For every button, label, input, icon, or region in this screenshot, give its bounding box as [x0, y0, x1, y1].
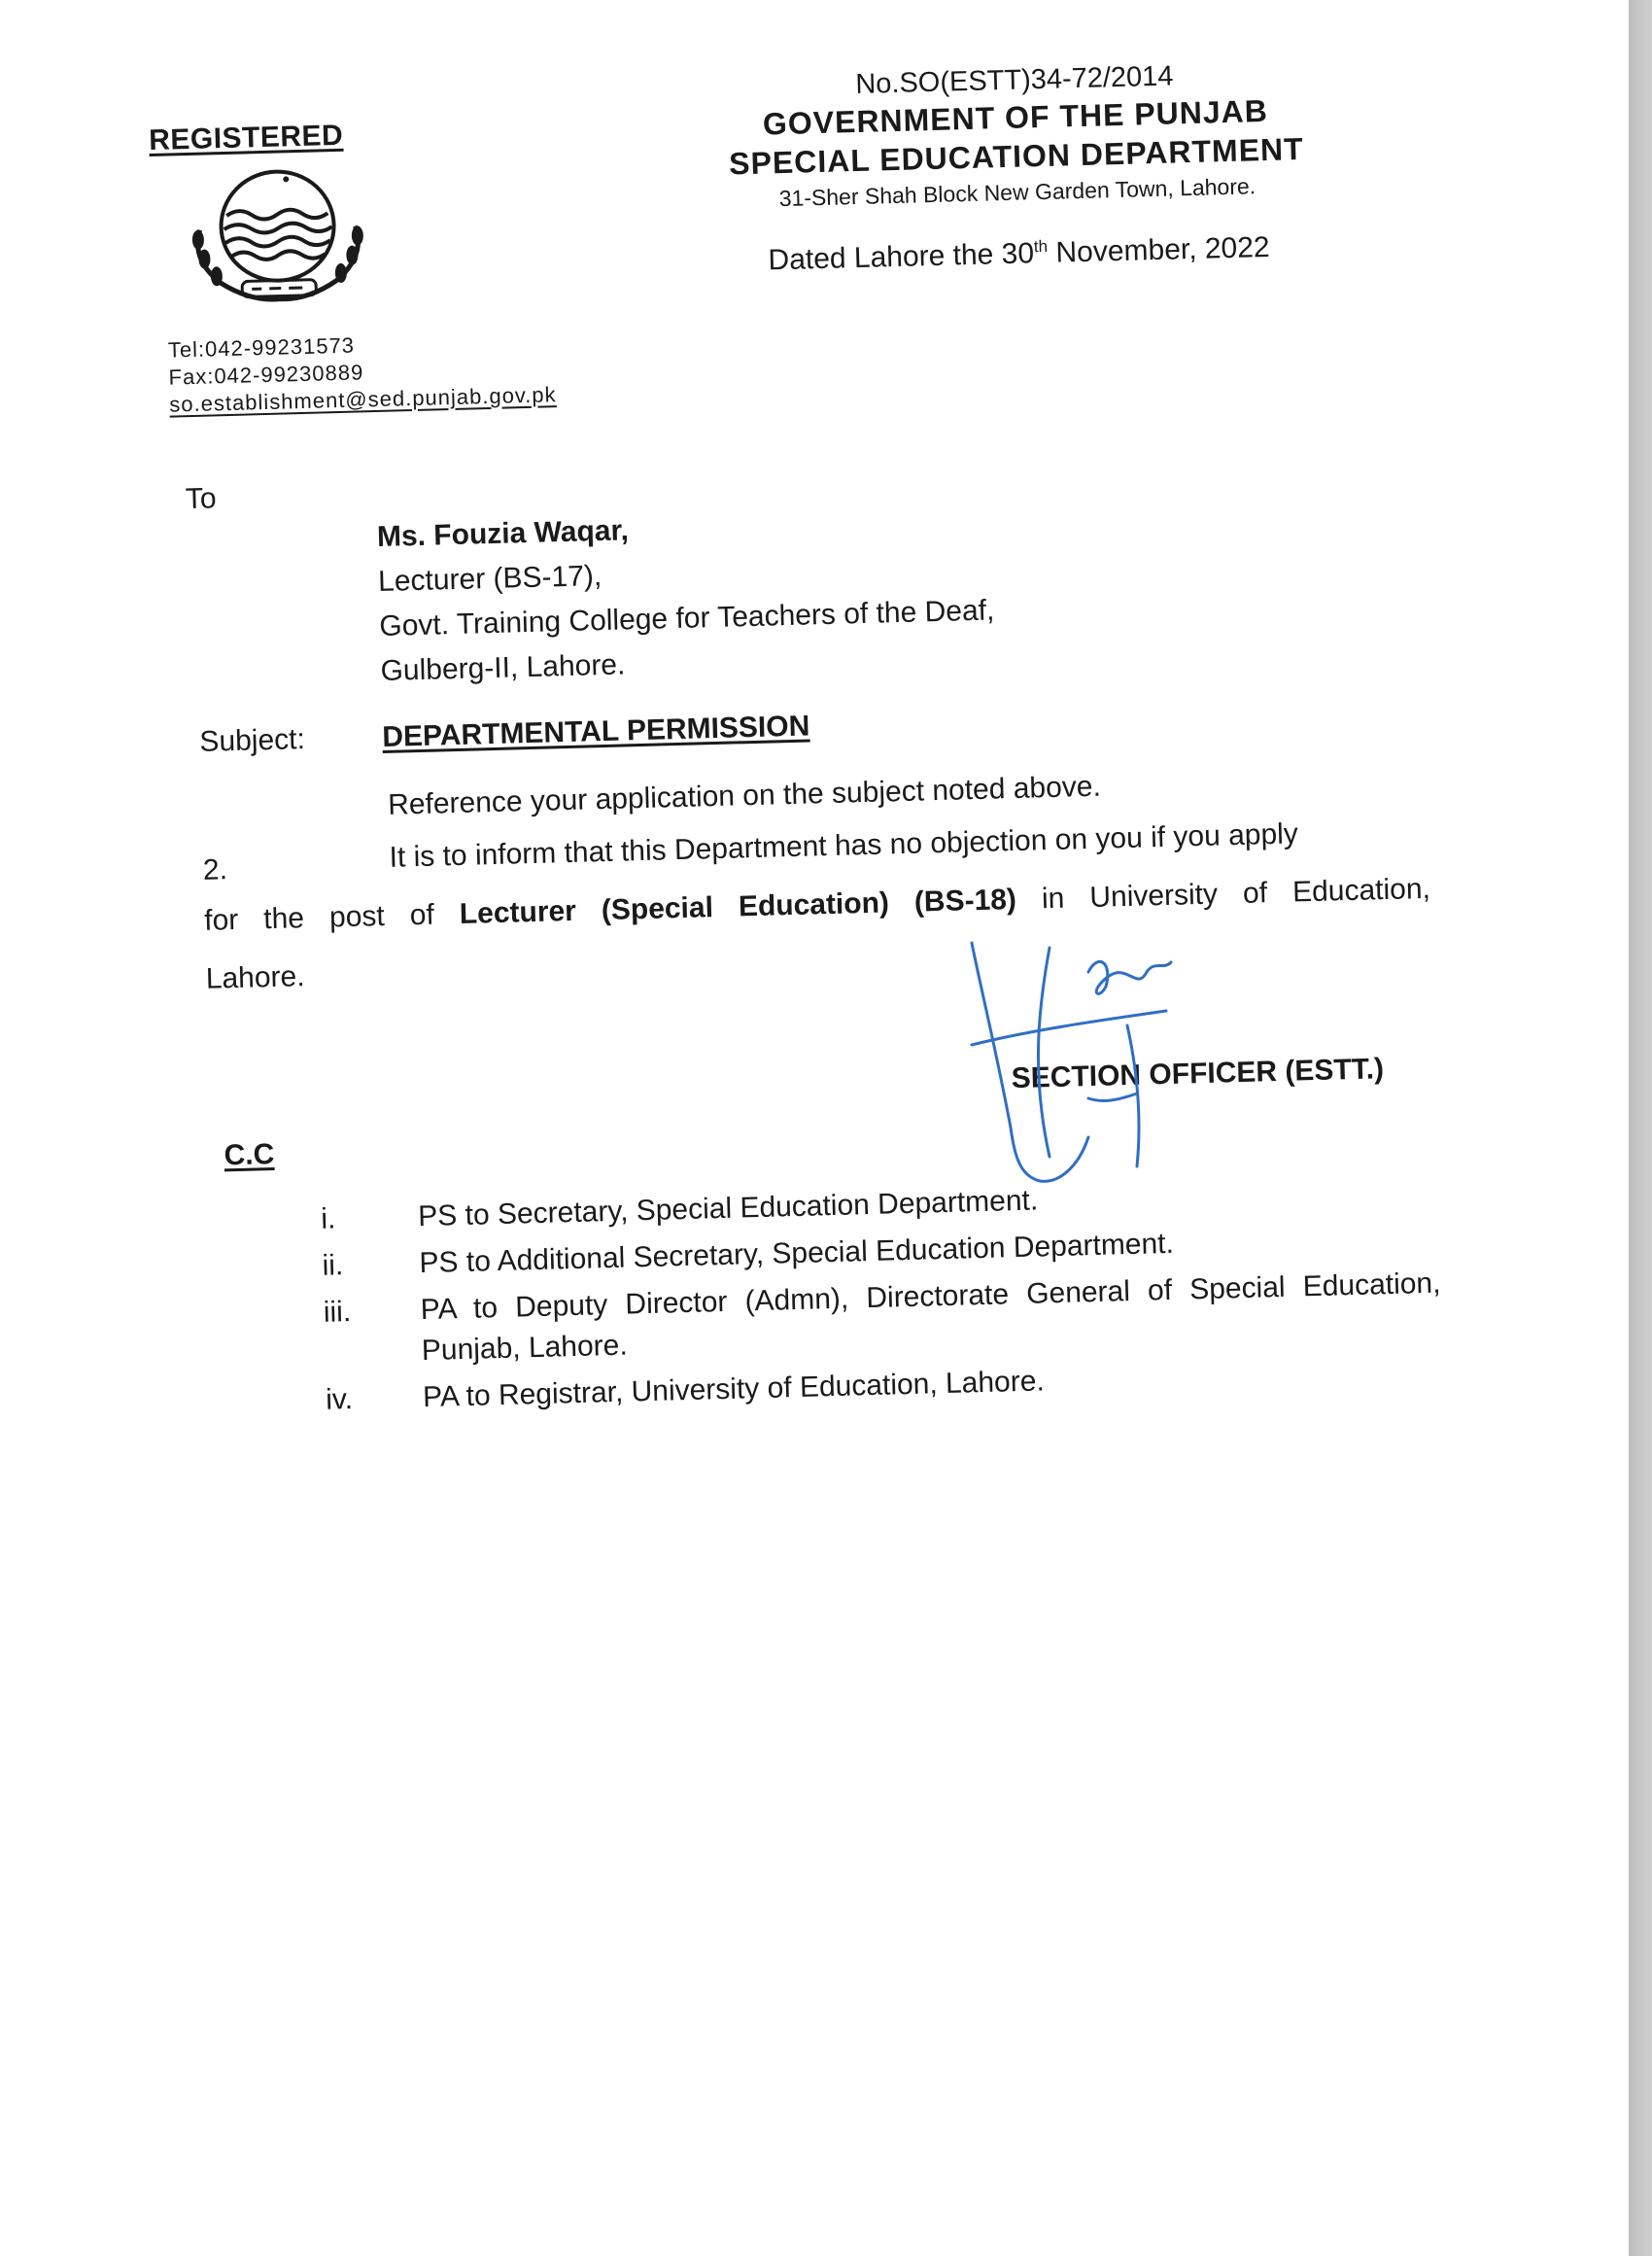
fax: Fax:042-99230889	[168, 360, 364, 390]
paragraph-2-line-1: It is to inform that this Department has no objection on you if you apply	[389, 817, 1299, 874]
cc-item: ii. PS to Additional Secretary, Special Education Department.	[322, 1227, 1175, 1282]
department-title: SPECIAL EDUCATION DEPARTMENT	[728, 130, 1305, 182]
paragraph-2-line-2: for the post of Lecturer (Special Education) (BS-18) in University of Education,	[203, 872, 1431, 937]
cc-list	[321, 1170, 1444, 1427]
signatory-title: SECTION OFFICER (ESTT.)	[1011, 1053, 1385, 1095]
subject-title: DEPARTMENTAL PERMISSION	[381, 710, 810, 753]
to-label: To	[185, 482, 218, 516]
department-address: 31-Sher Shah Block New Garden Town, Lahore.	[778, 173, 1256, 212]
email-link[interactable]: so.establishment@sed.punjab.gov.pk	[169, 382, 557, 417]
cc-label: C.C	[224, 1138, 275, 1172]
cc-item: iv. PA to Registrar, University of Education, Lahore.	[325, 1365, 1046, 1416]
government-title: GOVERNMENT OF THE PUNJAB	[762, 92, 1269, 142]
recipient-designation: Lecturer (BS-17),	[377, 560, 602, 599]
post-title: Lecturer (Special Education) (BS-18)	[459, 883, 1017, 930]
recipient-name: Ms. Fouzia Waqar,	[376, 514, 630, 554]
signature-icon	[943, 933, 1215, 1186]
registered-label: REGISTERED	[148, 119, 344, 157]
telephone: Tel:042-99231573	[167, 332, 356, 363]
paragraph-2-number: 2.	[202, 853, 228, 886]
punjab-emblem-icon	[179, 157, 377, 308]
cc-item: iii. PA to Deputy Director (Admn), Directorate General of Special Education, Punjab, Lahore.	[323, 1267, 1441, 1368]
reference-number: No.SO(ESTT)34-72/2014	[854, 60, 1174, 100]
letter-date: Dated Lahore the 30th November, 2022	[768, 230, 1271, 277]
scanner-edge	[1629, 0, 1652, 2256]
cc-item: i. PS to Secretary, Special Education Department.	[320, 1184, 1039, 1235]
paragraph-2-line-3: Lahore.	[205, 960, 305, 995]
recipient-institution: Govt. Training College for Teachers of the Deaf,	[378, 594, 995, 643]
paragraph-1: Reference your application on the subject noted above.	[387, 770, 1102, 821]
subject-label: Subject:	[199, 723, 306, 758]
recipient-location: Gulberg-II, Lahore.	[380, 648, 626, 687]
